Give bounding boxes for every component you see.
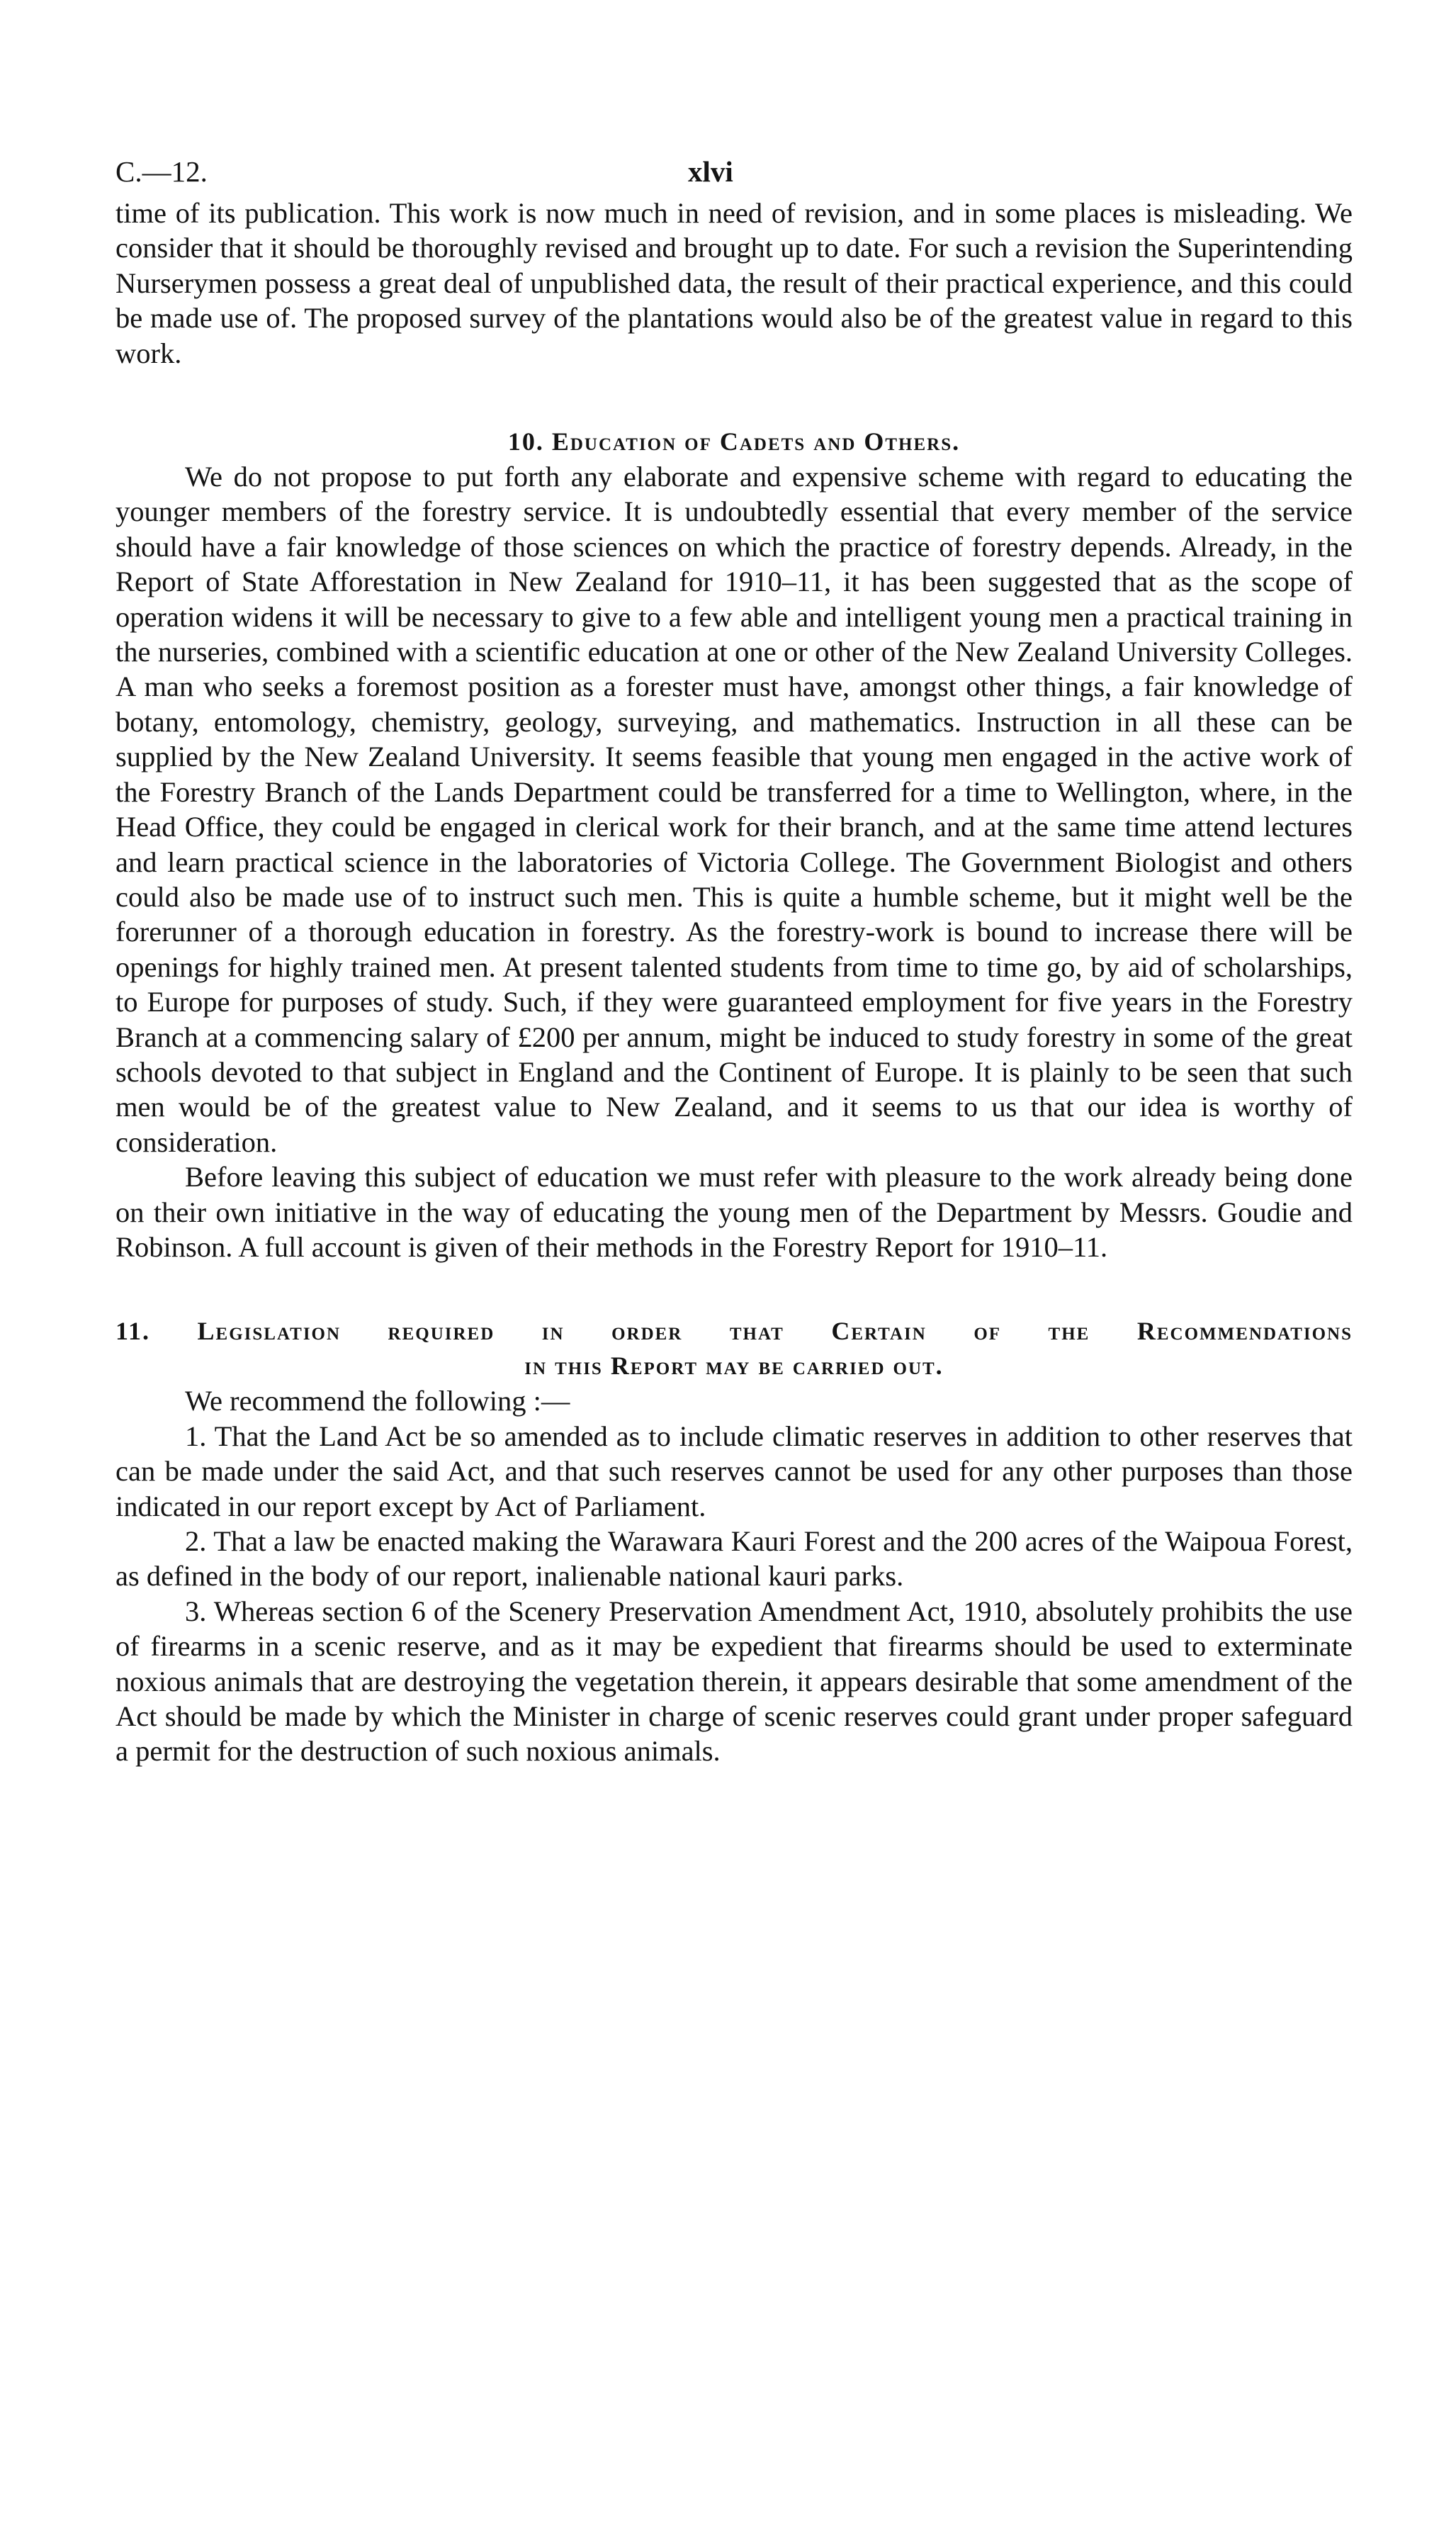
recommendation-1: 1. That the Land Act be so amended as to include climatic reserves in addition to other reserves that can be made under the said Act, and that such reserves cannot be used for any other purposes than those indicated in our report except by Act of Parliament. <box>115 1420 1353 1522</box>
document-page <box>115 150 1353 1769</box>
section-11-heading-line-1: 11. Legislation required in order that Certain of the Recommendations <box>115 1317 1353 1346</box>
recommendation-2: 2. That a law be enacted making the Warawara Kauri Forest and the 200 acres of the Waipoua Forest, as defined in the body of our report, inalienable national kauri parks. <box>115 1525 1353 1592</box>
section-11-heading <box>115 1314 1353 1383</box>
section-10-title: Education of Cadets and Others. <box>551 427 961 456</box>
section-11-heading-line-2: in this Report may be carried out. <box>524 1352 944 1381</box>
page-header <box>115 150 1353 193</box>
section-11-intro: We recommend the following :— <box>185 1385 570 1417</box>
section-10-paragraph-2: Before leaving this subject of education we must refer with pleasure to the work already being done on their own initiative in the way of educating the young men of the Department by Messrs. Goudie and Robinson. A full account is given of their methods in the Forestry Report for 1910–11. <box>115 1161 1353 1263</box>
section-10-number: 10. <box>507 427 544 456</box>
section-10-heading <box>115 425 1353 459</box>
document-body <box>115 196 1353 1769</box>
section-10-paragraph-1: We do not propose to put forth any elaborate and expensive scheme with regard to educating the younger members of the forestry service. It is undoubtedly essential that every member of the service should have a fair knowledge of those sciences on which the practice of forestry depends. Already, in the Report of State Afforestation in New Zealand for 1910–11, it has been suggested that as the scope of operation widens it will be necessary to give to a few able and intelligent young men a practical training in the nurseries, combined with a scientific education at one or other of the New Zealand University Colleges. A man who seeks a foremost position as a forester must have, amongst other things, a fair knowledge of botany, entomology, chemistry, geology, surveying, and mathematics. Instruction in all these can be supplied by the New Zealand University. It seems feasible that young men engaged in the active work of the Forestry Branch of the Lands Department could be transferred for a time to Wellington, where, in the Head Office, they could be engaged in clerical work for their branch, and at the same time attend lectures and learn practical science in the laboratories of Victoria College. The Government Biologist and others could also be made use of to instruct such men. This is quite a humble scheme, but it might well be the forerunner of a thorough education in forestry. As the forestry-work is bound to increase there will be openings for highly trained men. At present talented students from time to time go, by aid of scholarships, to Europe for purposes of study. Such, if they were guaranteed employment for five years in the Forestry Branch at a commencing salary of £200 per annum, might be induced to study forestry in some of the great schools devoted to that subject in England and the Continent of Europe. It is plainly to be seen that such men would be of the greatest value to New Zealand, and it seems to us that our idea is worthy of consideration. <box>115 461 1353 1158</box>
recommendation-3: 3. Whereas section 6 of the Scenery Preservation Amendment Act, 1910, absolutely prohibits the use of firearms in a scenic reserve, and as it may be expedient that firearms should be used to exterminate noxious animals that are destroying the vegetation therein, it appears desirable that some amendment of the Act should be made by which the Minister in charge of scenic reserves could grant under proper safeguard a permit for the destruction of such noxious animals. <box>115 1595 1353 1768</box>
intro-paragraph: time of its publication. This work is now much in need of revision, and in some places is misleading. We consider that it should be thoroughly revised and brought up to date. For such a revision the Superintending Nurserymen possess a great deal of unpublished data, the result of their practical experience, and this could be made use of. The proposed survey of the plantations would also be of the greatest value in regard to this work. <box>115 197 1353 369</box>
document-reference: C.—12. <box>115 155 208 188</box>
page-number: xlvi <box>688 155 733 188</box>
